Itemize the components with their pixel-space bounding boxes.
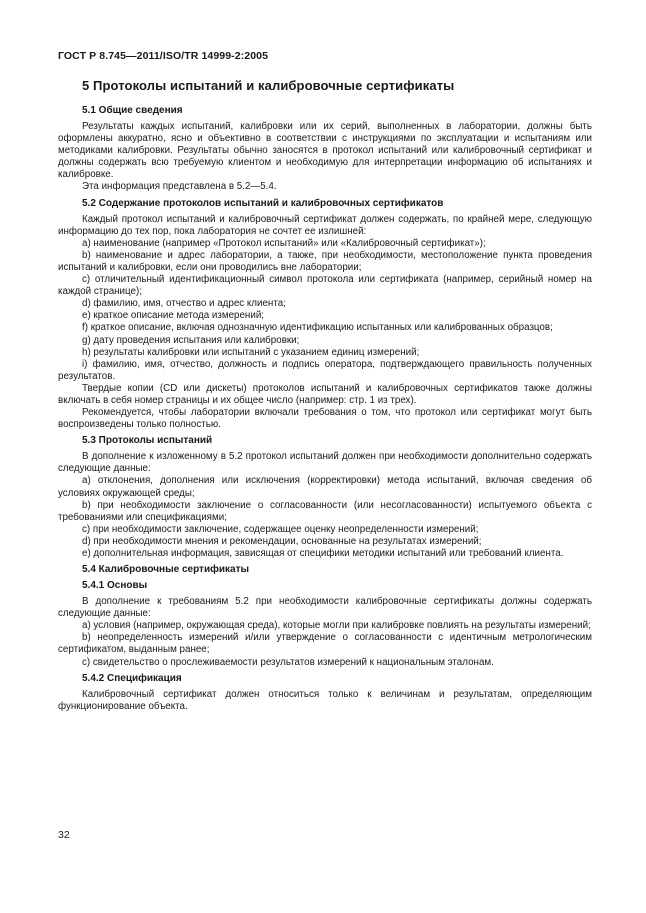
paragraph: b) при необходимости заключение о согласованности (или несогласованности) испытуемого объекта с требованиями или спецификациями; (58, 499, 592, 523)
paragraph: е) краткое описание метода измерений; (82, 310, 265, 322)
paragraph: с) при необходимости заключение, содержащее оценку неопределенности измерений; (82, 523, 479, 535)
subsection-heading: 5.3 Протоколы испытаний (82, 435, 213, 447)
paragraph: а) отклонения, дополнения или исключения (корректировки) метода испытаний, включая сведения об условиях окружающей среды; (58, 475, 592, 499)
paragraph: Калибровочный сертификат должен относиться только к величинам и результатам, определяющим функционирование объекта. (58, 688, 592, 712)
paragraph: с) свидетельство о прослеживаемости результатов измерений к национальным эталонам. (82, 656, 494, 668)
document-body (58, 78, 592, 713)
subsection-heading: 5.1 Общие сведения (82, 105, 183, 116)
paragraph: Эта информация представлена в 5.2—5.4. (82, 181, 277, 193)
document-header: ГОСТ Р 8.745—2011/ISO/TR 14999-2:2005 (58, 50, 269, 62)
subsection-heading: 5.4.2 Спецификация (82, 672, 182, 684)
paragraph: b) наименование и адрес лаборатории, а также, при необходимости, местоположение пункта проведения испытаний и калибровки, если они проводились вне лаборатории; (58, 249, 592, 273)
paragraph: Каждый протокол испытаний и калибровочный сертификат должен содержать, по крайней мере, следующую информацию до тех пор, пока лаборатория не сочтет ее излишней: (58, 213, 592, 237)
subsection-heading: 5.4 Калибровочные сертификаты (82, 564, 250, 576)
paragraph: Твердые копии (CD или дискеты) протоколов испытаний и калибровочных сертификатов также должны включать в себя номер страницы и их общее число (например: стр. 1 из трех). (58, 382, 592, 406)
paragraph: е) дополнительная информация, зависящая от специфики методики испытаний или требований клиента. (82, 548, 564, 559)
subsection-heading: 5.4.1 Основы (82, 580, 148, 592)
page-number: 32 (58, 829, 70, 841)
paragraph: с) отличительный идентификационный символ протокола или сертификата (например, серийный номер на каждой странице); (58, 274, 592, 298)
paragraph: В дополнение к изложенному в 5.2 протокол испытаний должен при необходимости дополнительно содержать следующие данные: (58, 451, 592, 475)
paragraph: i) фамилию, имя, отчество, должность и подпись оператора, подтверждающего правильность полученных результатов. (58, 358, 592, 382)
paragraph: Результаты каждых испытаний, калибровки или их серий, выполненных в лаборатории, должны быть оформлены аккуратно, ясно и объективно в соответствии с инструкциями по эксплуатации и испытаниям или методиками калибровки. Результаты обычно заносятся в протокол испытаний или калибровочный сертификат и должны содержать всю требуемую клиентом и необходимую для интерпретации информацию об испытаниях и калибровке. (58, 121, 592, 181)
paragraph: d) при необходимости мнения и рекомендации, основанные на результатах измерений; (82, 535, 482, 547)
paragraph: b) неопределенность измерений и/или утверждение о согласованности с идентичным метрологическим сертификатом, выданным ранее; (58, 632, 592, 656)
paragraph: а) наименование (например «Протокол испытаний» или «Калибровочный сертификат»); (82, 237, 486, 249)
paragraph: h) результаты калибровки или испытаний с указанием единиц измерений; (82, 346, 420, 358)
paragraph: g) дату проведения испытания или калибровки; (82, 334, 300, 346)
paragraph: d) фамилию, имя, отчество и адрес клиента; (82, 298, 286, 310)
section-heading: 5 Протоколы испытаний и калибровочные сертификаты (82, 78, 455, 93)
paragraph: Рекомендуется, чтобы лаборатории включали требования о том, что протокол или сертификат могут быть воспроизведены только полностью. (58, 407, 592, 431)
paragraph: а) условия (например, окружающая среда), которые могли при калибровке повлиять на результаты измерений; (82, 620, 591, 632)
paragraph: f) краткое описание, включая однозначную идентификацию испытанных или калиброванных образцов; (82, 322, 553, 334)
paragraph: В дополнение к требованиям 5.2 при необходимости калибровочные сертификаты должны содержать следующие данные: (58, 596, 592, 620)
subsection-heading: 5.2 Содержание протоколов испытаний и калибровочных сертификатов (82, 197, 444, 209)
